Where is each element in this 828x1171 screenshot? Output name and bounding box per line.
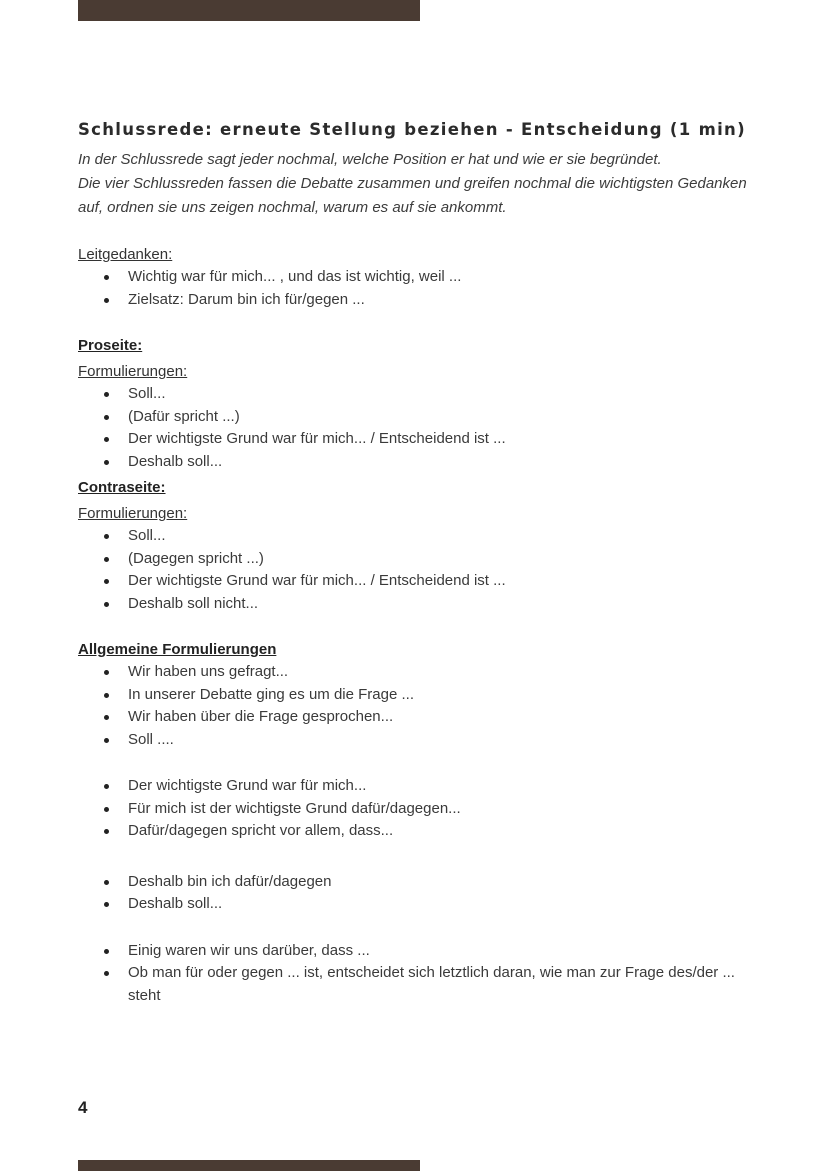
contraseite-heading: Contraseite: [78, 479, 166, 496]
list-item: Deshalb soll nicht... [78, 593, 758, 616]
leitgedanken-label: Leitgedanken: [78, 246, 173, 263]
list-item: Ob man für oder gegen ... ist, entscheidet sich letztlich daran, wie man zur Frage des/der ... steht [78, 962, 758, 1007]
list-item: (Dafür spricht ...) [78, 406, 758, 429]
list-item: Deshalb bin ich dafür/dagegen [78, 871, 758, 894]
allgemein-list-2 [78, 775, 758, 843]
list-item: Einig waren wir uns darüber, dass ... [78, 940, 758, 963]
proseite-heading: Proseite: [78, 337, 143, 354]
list-item: Wir haben über die Frage gesprochen... [78, 706, 758, 729]
leitgedanken-list [78, 266, 758, 311]
list-item: Dafür/dagegen spricht vor allem, dass... [78, 820, 758, 843]
list-item: Der wichtigste Grund war für mich... / Entscheidend ist ... [78, 428, 758, 451]
contraseite-formulierungen-label: Formulierungen: [78, 505, 188, 522]
document-content [78, 118, 758, 1007]
header-bar [78, 0, 420, 21]
allgemein-heading: Allgemeine Formulierungen [78, 641, 277, 658]
allgemein-list-1 [78, 661, 758, 751]
list-item: In unserer Debatte ging es um die Frage ... [78, 684, 758, 707]
list-item: Zielsatz: Darum bin ich für/gegen ... [78, 289, 758, 312]
list-item: Soll... [78, 383, 758, 406]
list-item: Soll... [78, 525, 758, 548]
list-item: Der wichtigste Grund war für mich... [78, 775, 758, 798]
list-item: Deshalb soll... [78, 451, 758, 474]
allgemein-list-4 [78, 940, 758, 1008]
list-item: (Dagegen spricht ...) [78, 548, 758, 571]
list-item: Der wichtigste Grund war für mich... / Entscheidend ist ... [78, 570, 758, 593]
footer-bar [78, 1160, 420, 1171]
intro-line-1: In der Schlussrede sagt jeder nochmal, welche Position er hat und wie er sie begründet. [78, 151, 662, 168]
section-title: Schlussrede: erneute Stellung beziehen - Entscheidung (1 min) [78, 120, 746, 139]
list-item: Deshalb soll... [78, 893, 758, 916]
proseite-formulierungen-label: Formulierungen: [78, 363, 188, 380]
page-number: 4 [78, 1098, 88, 1117]
allgemein-list-3 [78, 871, 758, 916]
contraseite-list [78, 525, 758, 615]
list-item: Wir haben uns gefragt... [78, 661, 758, 684]
list-item: Für mich ist der wichtigste Grund dafür/dagegen... [78, 798, 758, 821]
intro-line-2: Die vier Schlussreden fassen die Debatte zusammen und greifen nochmal die wichtigsten Gedanken auf, ordnen sie uns zeigen nochmal, warum es auf sie ankommt. [78, 175, 747, 216]
list-item: Soll .... [78, 729, 758, 752]
proseite-list [78, 383, 758, 473]
intro-text [78, 148, 758, 220]
list-item: Wichtig war für mich... , und das ist wichtig, weil ... [78, 266, 758, 289]
